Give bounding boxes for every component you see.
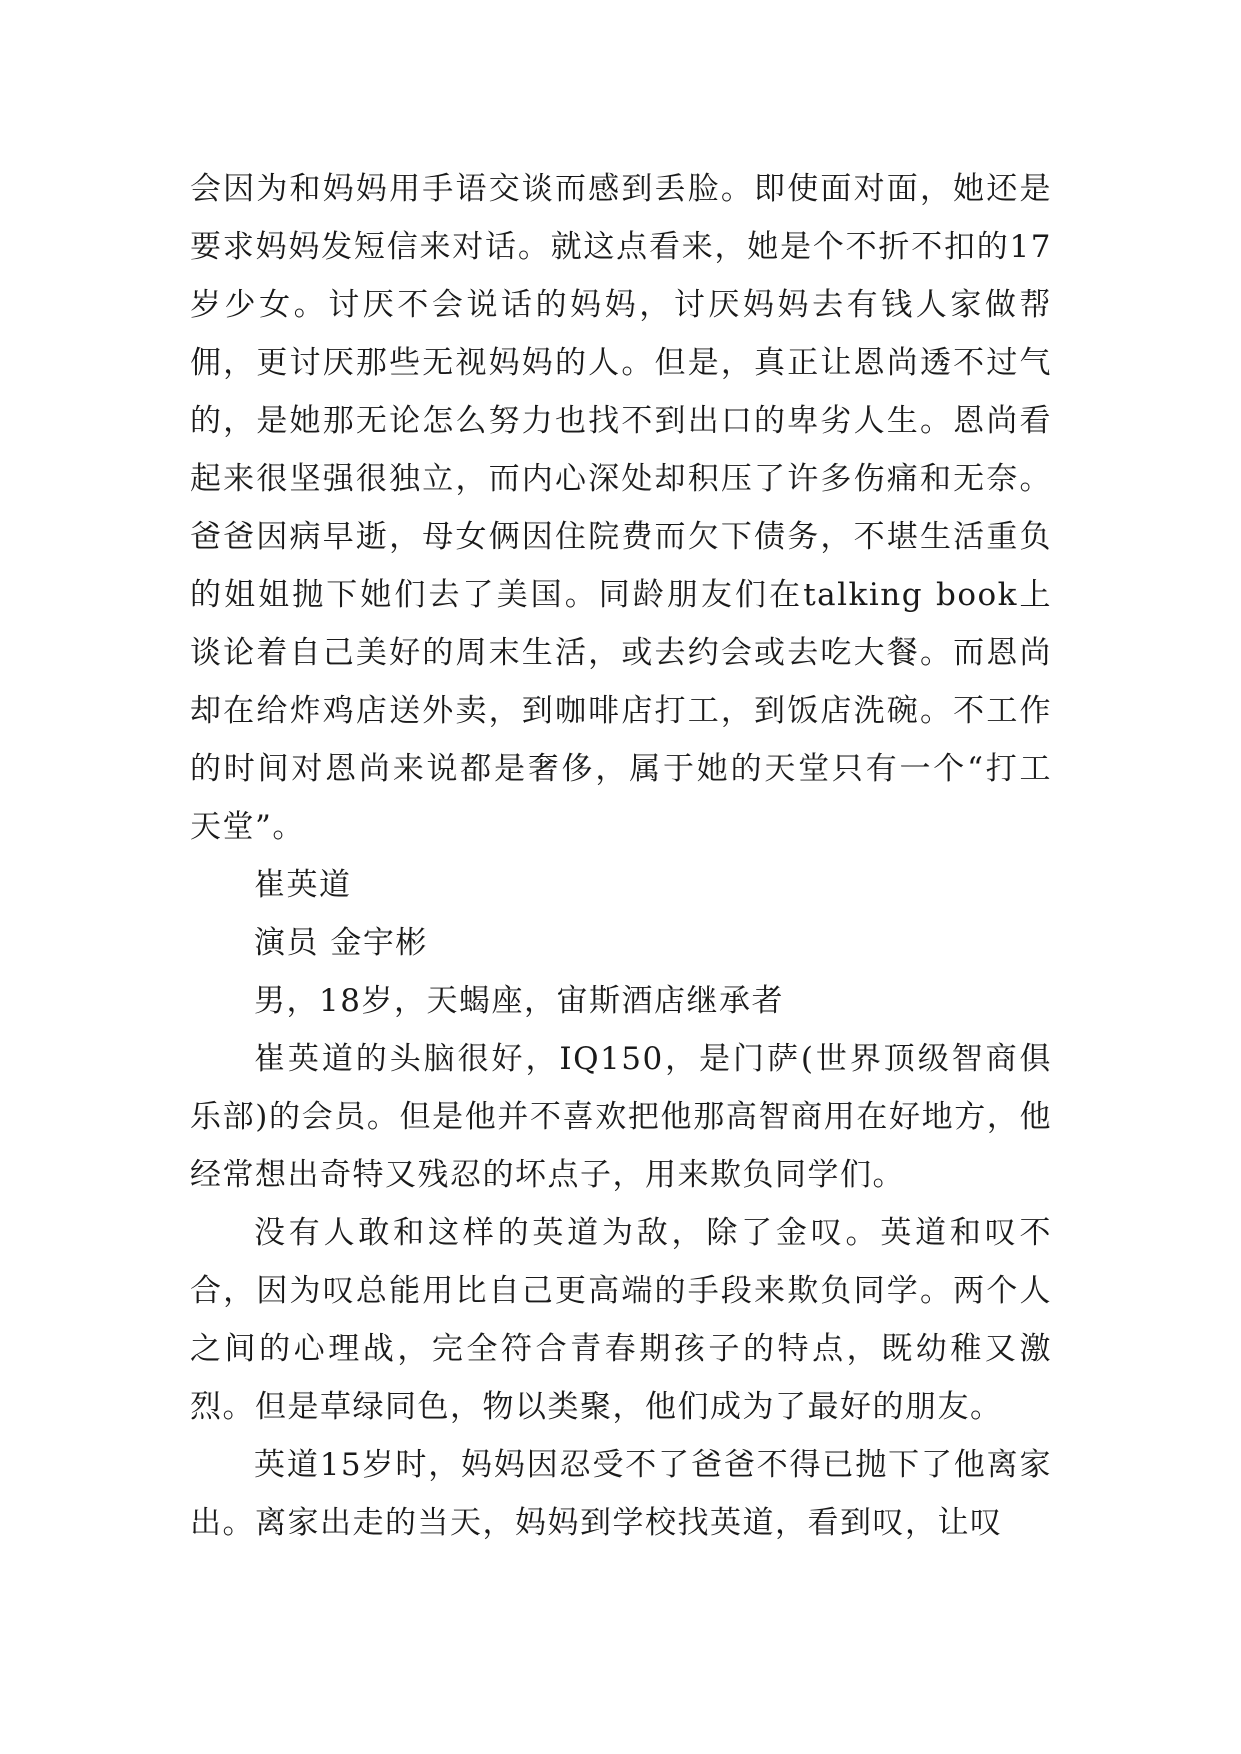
document-body bbox=[190, 160, 1052, 1552]
paragraph-youngdo-mother: 英道15岁时，妈妈因忍受不了爸爸不得已抛下了他离家出。离家出走的当天，妈妈到学校找英道，看到叹，让叹 bbox=[190, 1447, 1052, 1541]
paragraph-eunsang-description: 会因为和妈妈用手语交谈而感到丢脸。即使面对面，她还是要求妈妈发短信来对话。就这点看来，她是个不折不扣的17岁少女。讨厌不会说话的妈妈，讨厌妈妈去有钱人家做帮佣，更讨厌那些无视妈妈的人。但是，真正让恩尚透不过气的，是她那无论怎么努力也找不到出口的卑劣人生。恩尚看起来很坚强很独立，而内心深处却积压了许多伤痛和无奈。爸爸因病早逝，母女俩因住院费而欠下债务，不堪生活重负的姐姐抛下她们去了美国。同龄朋友们在talking book上谈论着自己美好的周末生活，或去约会或去吃大餐。而恩尚却在给炸鸡店送外卖，到咖啡店打工，到饭店洗碗。不工作的时间对恩尚来说都是奢侈，属于她的天堂只有一个“打工天堂”。 bbox=[190, 171, 1052, 845]
paragraph-youngdo-intelligence: 崔英道的头脑很好，IQ150，是门萨(世界顶级智商俱乐部)的会员。但是他并不喜欢把他那高智商用在好地方，他经常想出奇特又残忍的坏点子，用来欺负同学们。 bbox=[190, 1041, 1052, 1193]
paragraph-youngdo-rivalry: 没有人敢和这样的英道为敌，除了金叹。英道和叹不合，因为叹总能用比自己更高端的手段来欺负同学。两个人之间的心理战，完全符合青春期孩子的特点，既幼稚又激烈。但是草绿同色，物以类聚，他们成为了最好的朋友。 bbox=[190, 1215, 1052, 1425]
character-name-heading: 崔英道 bbox=[254, 867, 352, 903]
character-profile-line: 男，18岁，天蝎座，宙斯酒店继承者 bbox=[254, 983, 784, 1019]
actor-line: 演员 金宇彬 bbox=[254, 925, 428, 961]
